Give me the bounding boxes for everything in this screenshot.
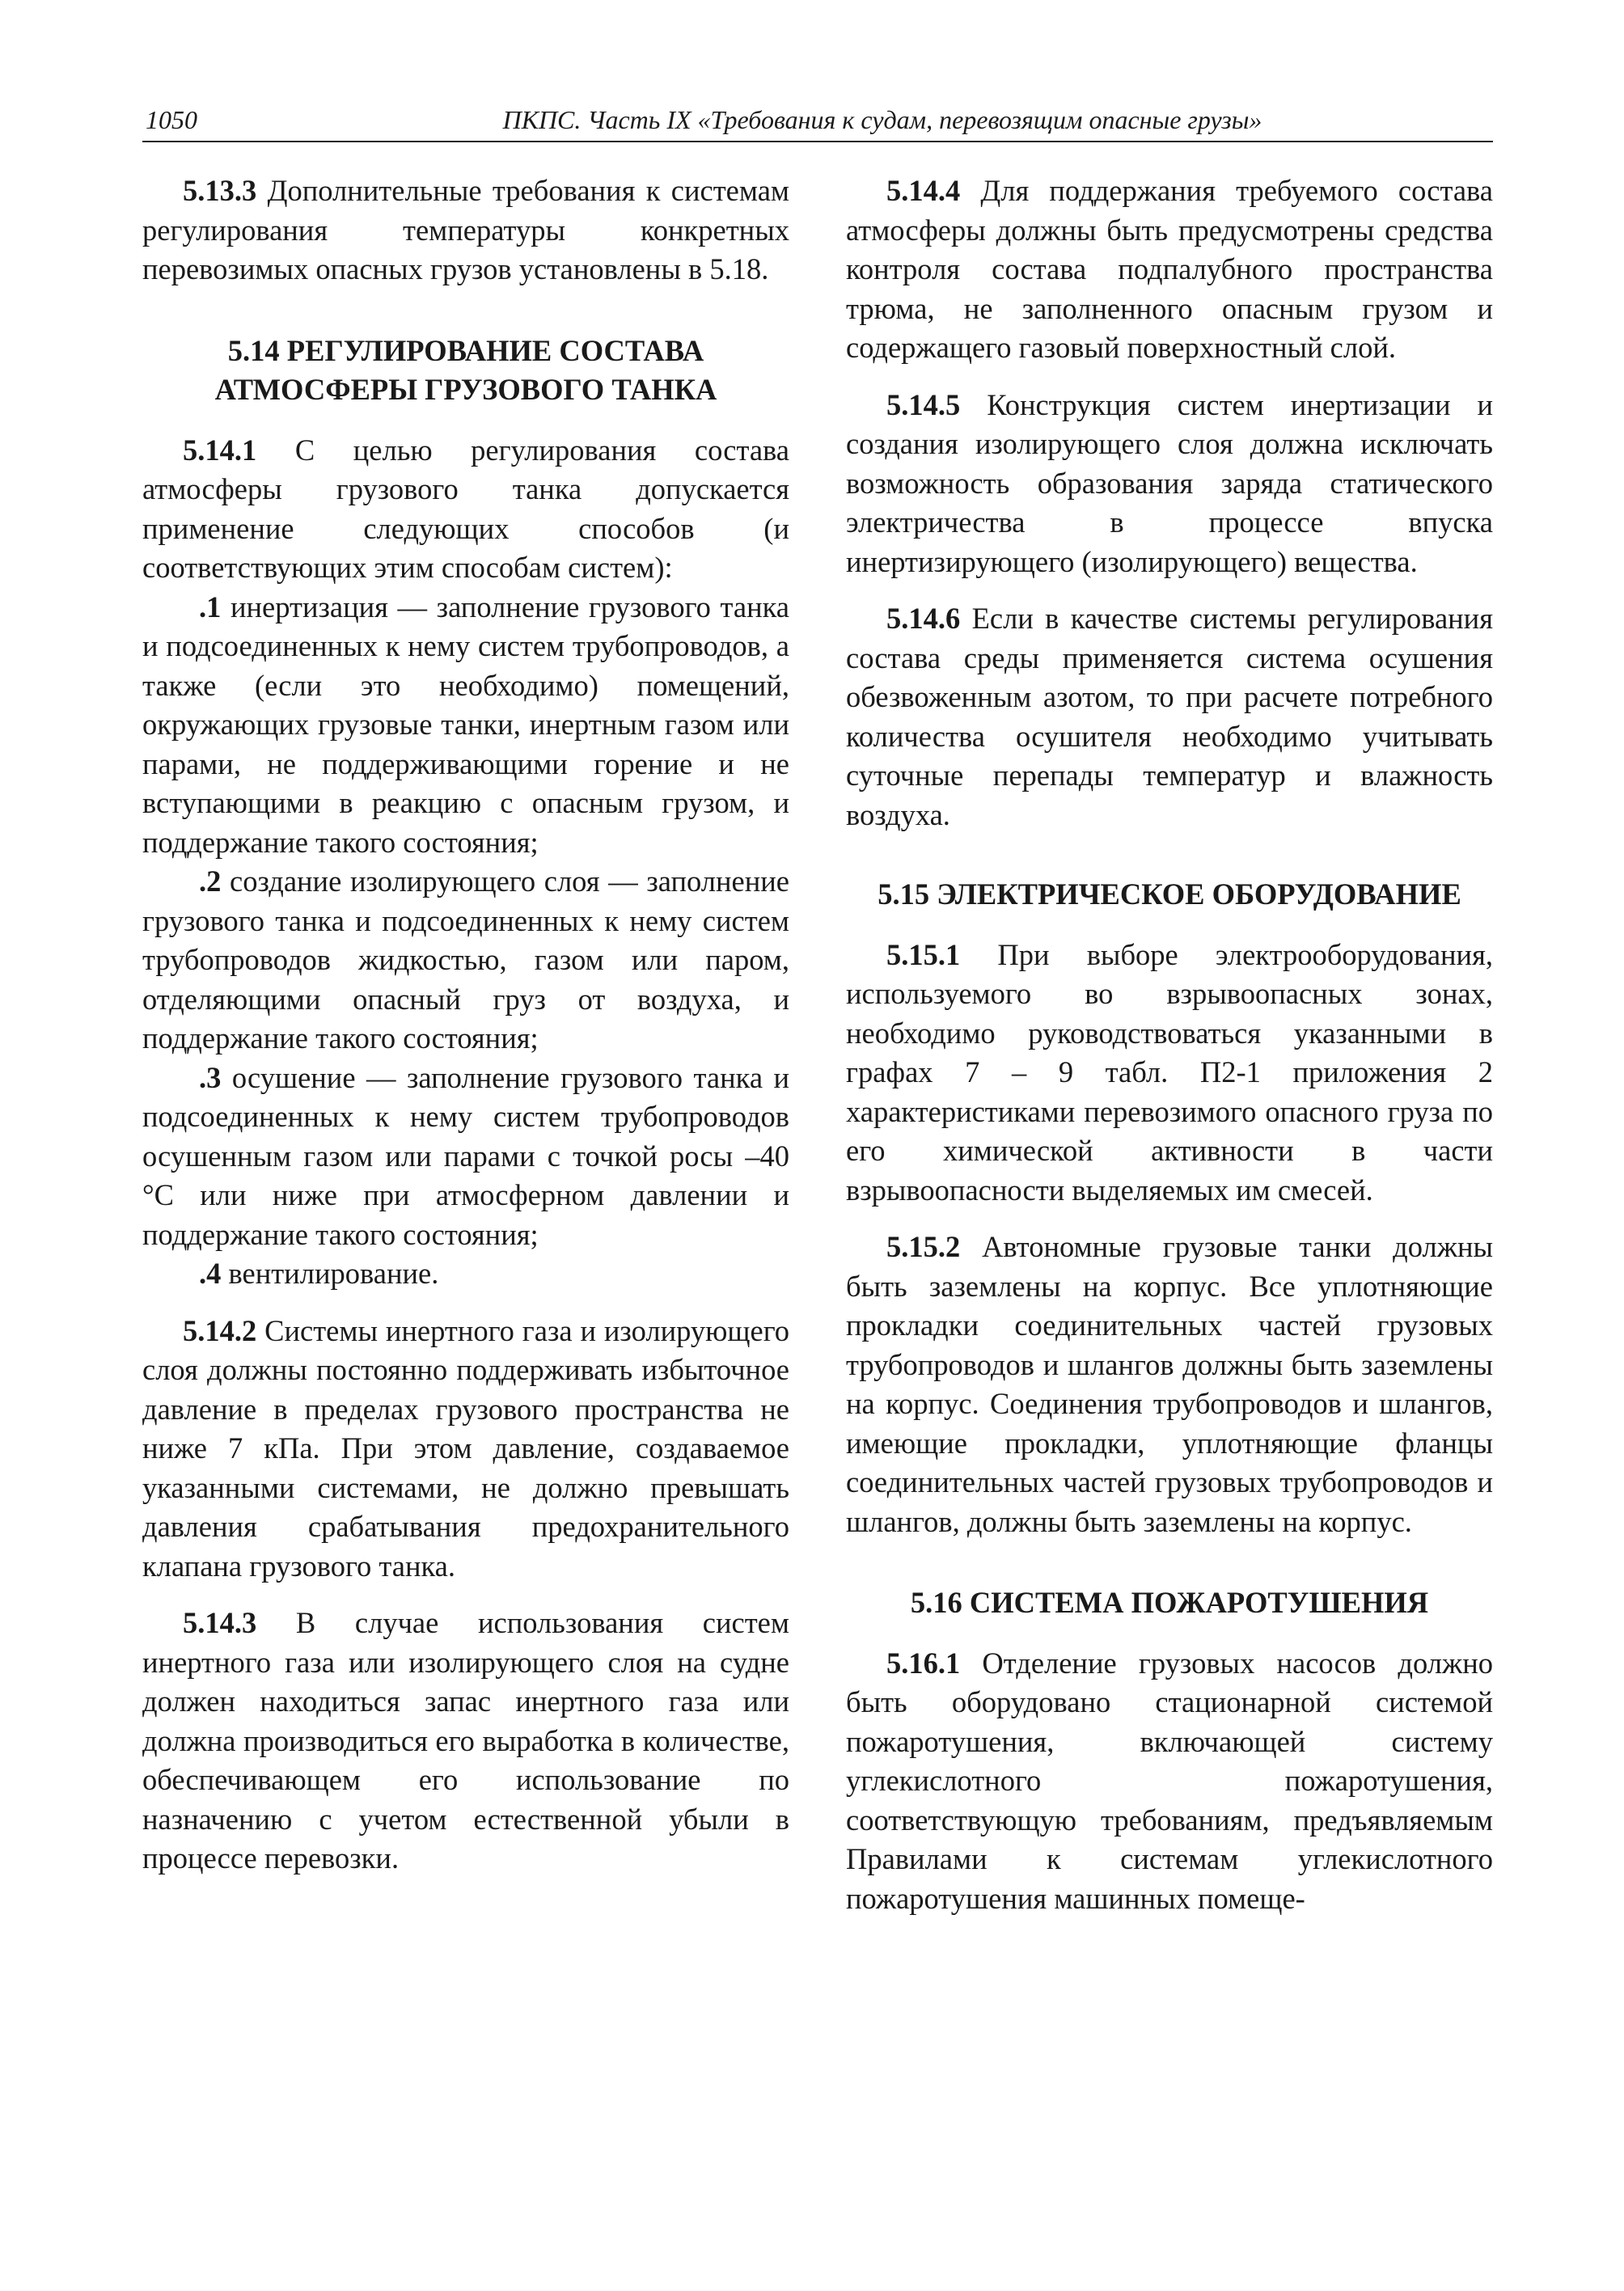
paragraph-text: В случае использования систем инертного газа или изолирующего слоя на судне должен находиться запас инертного газа или должна производиться его выработка в количестве, обеспечивающем его использование по назначению с учетом естественной убыли в процессе перевозки.	[142, 1606, 789, 1875]
section-heading-line: 5.14 РЕГУЛИРОВАНИЕ СОСТАВА	[227, 333, 704, 367]
paragraph-text: С целью регулирования состава атмосферы грузового танка допускается применение следующих способов (и соответствующих этим способам систем):	[142, 433, 789, 584]
paragraph-text: Отделение грузовых насосов должно быть оборудовано стационарной системой пожаротушения, включающей систему углекислотного пожаротушения, соответствующую требованиям, предъявляемым Правилами к системам углекислотного пожаротушения машинных помеще-	[846, 1646, 1493, 1915]
list-item	[142, 862, 789, 1059]
paragraph-text: Автономные грузовые танки должны быть заземлены на корпус. Все уплотняющие прокладки соединительных частей грузовых трубопроводов и шлангов должны быть заземлены на корпус. Соединения трубопроводов и шлангов, имеющие прокладки, уплотняющие фланцы соединительных частей грузовых трубопроводов и шлангов, должны быть заземлены на корпус.	[846, 1230, 1494, 1538]
paragraph-text: Системы инертного газа и изолирующего слоя должны постоянно поддерживать избыточное давление в пределах грузового пространства не ниже 7 кПа. При этом давление, создаваемое указанными системами, не должно превышать давления срабатывания предохранительного клапана грузового танка.	[142, 1313, 790, 1583]
list-item-number: .2	[199, 864, 222, 898]
list-item	[142, 1059, 789, 1255]
paragraph-5-14-6	[846, 599, 1493, 835]
paragraph-5-14-3	[142, 1604, 789, 1879]
running-title: ПКПС. Часть IX «Требования к судам, перевозящим опасные грузы»	[502, 105, 1262, 134]
paragraph-5-16-1	[846, 1644, 1493, 1919]
section-heading-5-15: 5.15 ЭЛЕКТРИЧЕСКОЕ ОБОРУДОВАНИЕ	[878, 877, 1461, 911]
paragraph-number: 5.15.1	[886, 937, 961, 971]
paragraph-number: 5.15.2	[886, 1230, 961, 1263]
paragraph-5-14-2	[142, 1312, 789, 1587]
paragraph-5-14-1	[142, 431, 789, 588]
section-heading-5-16: 5.16 СИСТЕМА ПОЖАРОТУШЕНИЯ	[910, 1586, 1429, 1619]
paragraph-number: 5.14.3	[183, 1606, 257, 1639]
paragraph-number: 5.14.4	[886, 174, 961, 207]
list-item-number: .1	[199, 590, 222, 623]
paragraph-5-14-4	[846, 171, 1493, 368]
paragraph-text: Конструкция систем инертизации и создания изолирующего слоя должна исключать возможность образования заряда статического электричества в процессе впуска инертизирующего (изолирующего) вещества.	[846, 387, 1494, 578]
section-heading-5-14	[142, 332, 789, 410]
list-item-number: .3	[199, 1060, 222, 1094]
paragraph-number: 5.13.3	[183, 174, 257, 207]
paragraph-5-14-5	[846, 386, 1493, 582]
list-item-text: вентилирование.	[228, 1257, 439, 1290]
page-number: 1050	[146, 105, 197, 134]
list-item-text: осушение — заполнение грузового танка и подсоединенных к нему систем трубопроводов осушенным газом или парами с точкой росы –40 °С или ниже при атмосферном давлении и поддержание такого состояния;	[142, 1060, 790, 1251]
list-item-number: .4	[199, 1257, 222, 1290]
list-item-text: создание изолирующего слоя — заполнение грузового танка и подсоединенных к нему систем трубопроводов жидкостью, газом или паром, отделяющими опасный груз от воздуха, и поддержание такого состояния;	[142, 864, 790, 1055]
paragraph-number: 5.14.6	[886, 602, 961, 635]
paragraph-number: 5.14.1	[183, 433, 257, 467]
paragraph-number: 5.14.2	[183, 1313, 257, 1347]
right-column	[846, 171, 1493, 1936]
paragraph-5-15-1	[846, 936, 1493, 1211]
paragraph-text: Для поддержания требуемого состава атмосферы должны быть предусмотрены средства контроля состава подпалубного пространства трюма, не заполненного опасным грузом и содержащего газовый поверхностный слой.	[846, 174, 1494, 364]
section-heading-line: АТМОСФЕРЫ ГРУЗОВОГО ТАНКА	[214, 373, 717, 406]
paragraph-number: 5.16.1	[886, 1646, 961, 1680]
paragraph-text: Дополнительные требования к системам регулирования температуры конкретных перевозимых опасных грузов установлены в 5.18.	[142, 174, 789, 285]
list-item	[142, 588, 789, 863]
paragraph-text: При выборе электрооборудования, используемого во взрывоопасных зонах, необходимо руководствоваться указанными в графах 7 – 9 табл. П2-1 приложения 2 характеристиками перевозимого опасного груза по его химической активности в части взрывоопасности выделяемых им смесей.	[846, 937, 1493, 1207]
left-column	[142, 171, 789, 1896]
paragraph-text: Если в качестве системы регулирования состава среды применяется система осушения обезвоженным азотом, то при расчете потребного количества осушителя необходимо учитывать суточные перепады температур и влажность воздуха.	[846, 602, 1493, 831]
list-item-text: инертизация — заполнение грузового танка и подсоединенных к нему систем трубопроводов, а также (если это необходимо) помещений, окружающих грузовые танки, инертным газом или парами, не поддерживающими горение и не вступающими в реакцию с опасным грузом, и поддержание такого состояния;	[142, 590, 789, 859]
paragraph-5-13-3	[142, 171, 789, 290]
paragraph-number: 5.14.5	[886, 387, 961, 421]
page-header	[142, 100, 1493, 142]
paragraph-5-15-2	[846, 1228, 1493, 1541]
list-item	[142, 1254, 789, 1294]
